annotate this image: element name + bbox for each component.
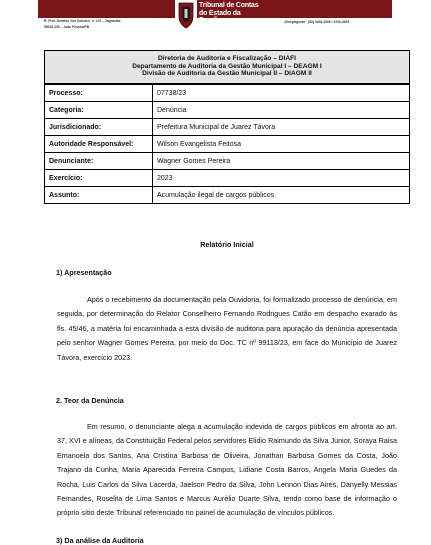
- coat-of-arms-icon: [175, 0, 197, 30]
- table-row: [45, 153, 410, 170]
- subject-value: Acumulação ilegal de cargos públicos: [153, 187, 410, 204]
- contact-info: @tcepbgovbr · (83) 3208-3300 / 3208-3303: [284, 20, 350, 24]
- table-row: [45, 119, 410, 136]
- department-heading: [44, 50, 410, 84]
- heading-line-2: Departamento de Auditoria da Gestão Municipal I – DEAGM I: [132, 62, 322, 70]
- report-title: Relatório Inicial: [200, 240, 254, 249]
- section-2-title: 2. Teor da Denúncia: [56, 396, 124, 405]
- complainant-value: Wagner Gomes Pereira: [153, 153, 410, 170]
- section-1-paragraph: Após o recebimento da documentação pela Ouvidoria, foi formalizado processo de denúncia, em seguida, por determinação do Relator Conselheiro Fernando Rodrigues Catão em despacho exarado às fls. 45/46, a matéria foi encaminhada a esta divisão de auditoria para apuração da denúncia apresentada pelo senhor Wagner Gomes Pereira, por meio do Doc. TC nº 99113/23, em face do Município de Juarez Távora, exercício 2023.: [57, 295, 397, 362]
- process-value: 07738/23: [153, 85, 410, 102]
- jurisdiction-value: Prefeitura Municipal de Juarez Távora: [153, 119, 410, 136]
- process-info-table: [44, 84, 410, 204]
- heading-line-1: Diretoria de Auditoria e Fiscalização – DIAFI: [158, 55, 296, 62]
- fiscal-year-value: 2023: [153, 170, 410, 187]
- jurisdiction-label: Jurisdicionado:: [45, 119, 153, 136]
- address-line-1: R. Prof. Geraldo Von Sohsten, nº 147 – Jaguaribe: [44, 19, 121, 23]
- fiscal-year-label: Exercício:: [45, 170, 153, 187]
- subject-label: Assunto:: [45, 187, 153, 204]
- institution-name: Tribunal de Contas do Estado da Paraíba: [199, 2, 259, 24]
- category-value: Denúncia: [153, 102, 410, 119]
- category-label: Categoria:: [45, 102, 153, 119]
- section-3-title: 3) Da análise da Auditoria: [56, 536, 144, 545]
- table-row: [45, 136, 410, 153]
- heading-line-3: Divisão de Auditoria da Gestão Municipal II – DIAGM II: [142, 70, 312, 78]
- letterhead: [0, 0, 431, 34]
- process-label: Processo:: [45, 85, 153, 102]
- authority-value: Wilson Evangelista Feitosa: [153, 136, 410, 153]
- table-row: [45, 85, 410, 102]
- table-row: [45, 170, 410, 187]
- address-line-2: 58015-190 – João Pessoa/PB: [44, 25, 90, 29]
- section-1-title: 1) Apresentação: [56, 268, 112, 277]
- table-row: [45, 102, 410, 119]
- complainant-label: Denunciante:: [45, 153, 153, 170]
- authority-label: Autoridade Responsável:: [45, 136, 153, 153]
- section-2-paragraph: Em resumo, o denunciante alega a acumulação indevida de cargos públicos em afronta ao art. 37, XVI e alíneas, da Constituição Federal pelos servidores Elidio Raimundo da Silva Junior, Soraya Raisa Emanoela dos Santos, Ana Cristina Barbosa de Oliveira, Jonathan Barbosa Gomes da Costa, João Trajano da Cunha, Maria Aparecida Ferreira Campos, Lidiane Costa Barros, Angela Maria Guedes da Rocha, Luis Carlos da Silva Lacerda, Jaelson Pedro da Silva, John Lennon Dias Aires, Danyelly Messias Fernandes, Roselita de Lima Santos e Marcus Aurélio Duarte Silva, tendo como base de informação o próprio sítio deste Tribunal referenciado no painel de acumulação de vínculos públicos.: [57, 422, 397, 518]
- table-row: [45, 187, 410, 204]
